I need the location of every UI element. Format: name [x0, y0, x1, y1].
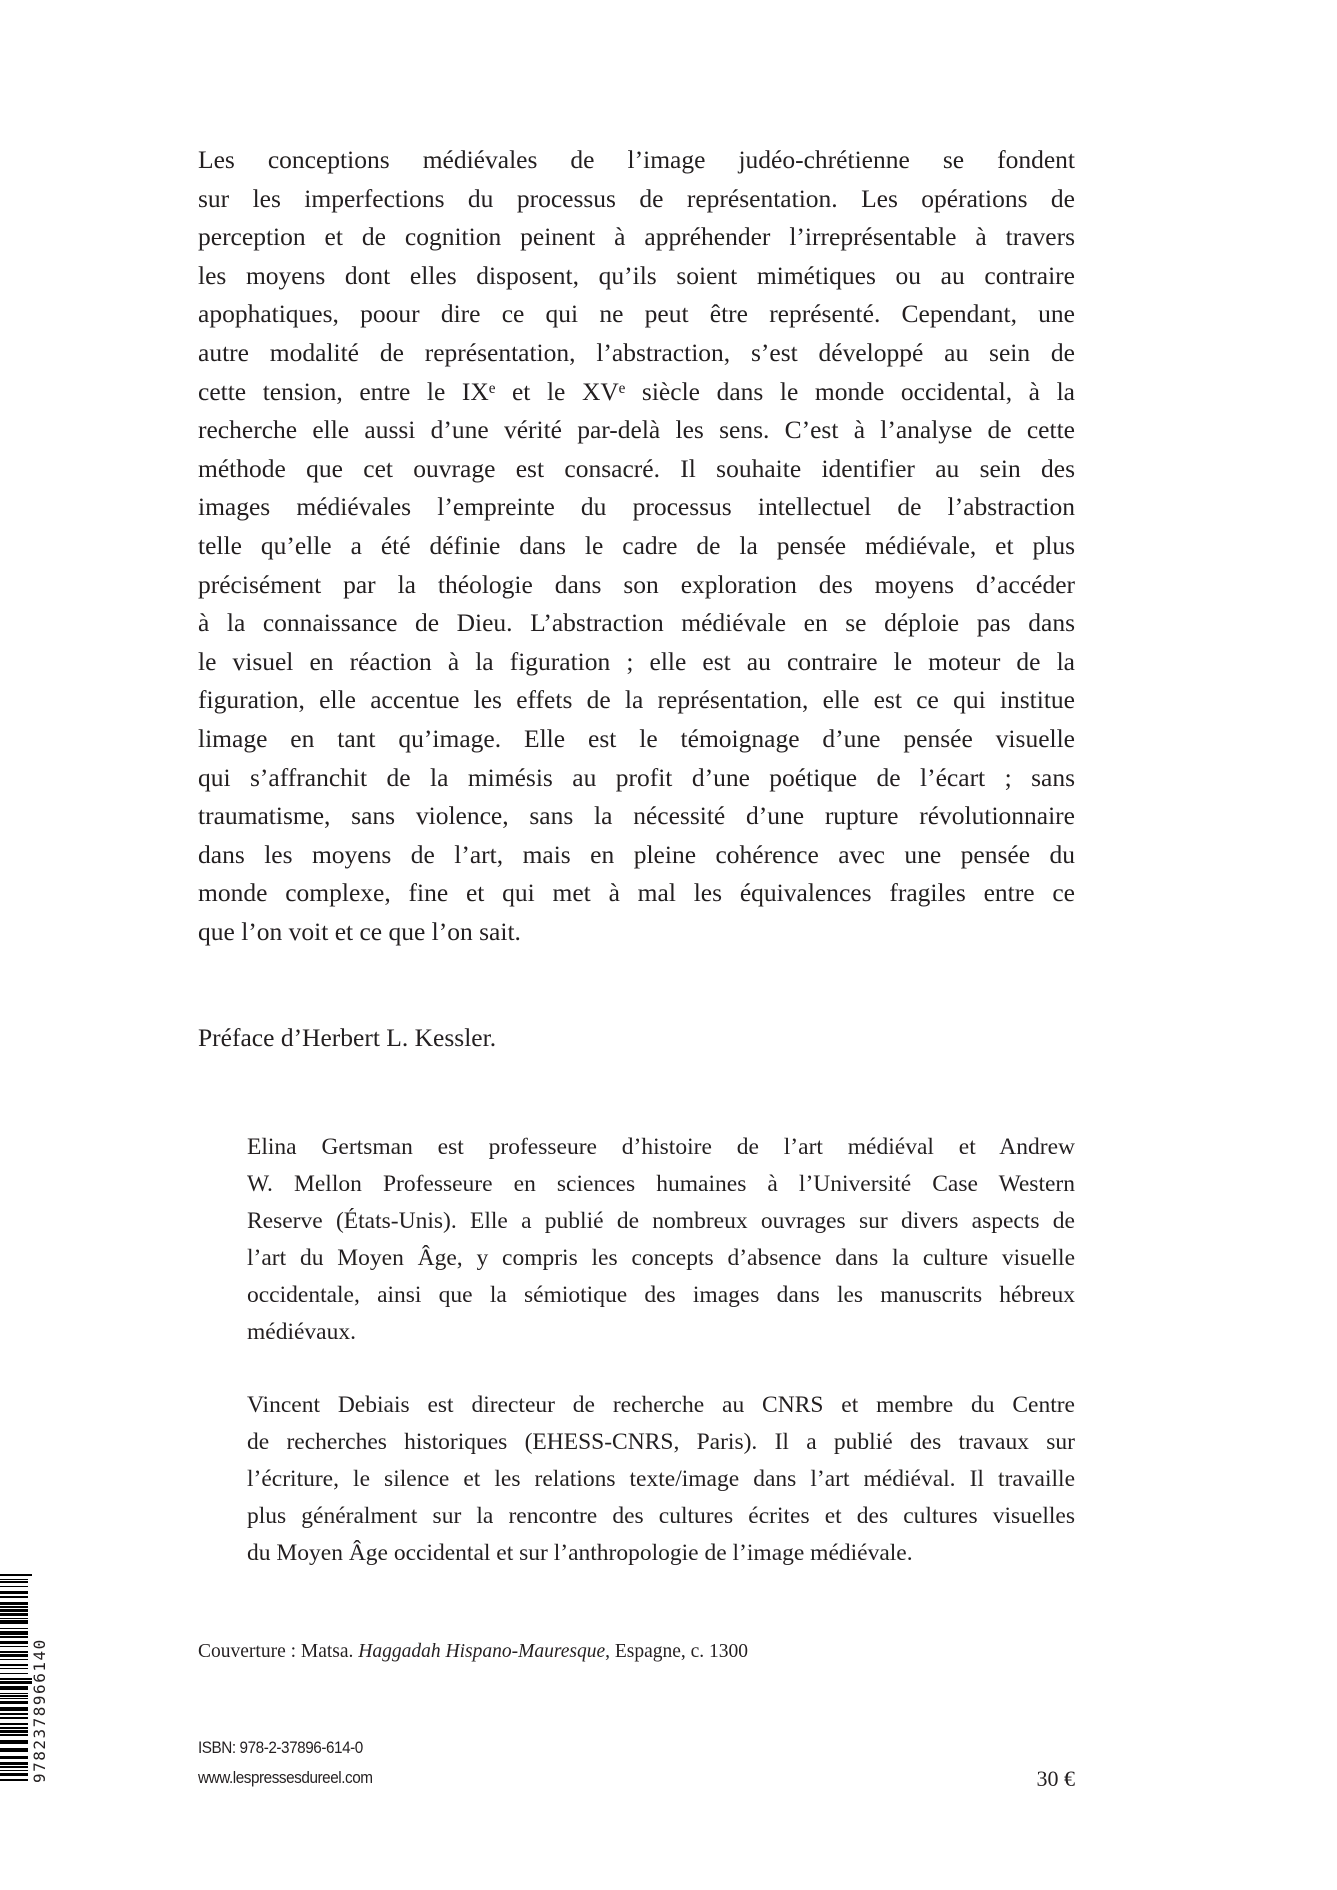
bio-line: Vincent Debiais est directeur de recherche au CNRS et membre du Centre: [247, 1392, 1075, 1418]
barcode-bar: [0, 1717, 28, 1719]
text-line: à la connaissance de Dieu. L’abstraction médiévale en se déploie pas dans: [198, 608, 1075, 638]
text-line: cette tension, entre le IXᵉ et le XVᵉ siècle dans le monde occidental, à la: [198, 376, 1075, 406]
text-line: que l’on voit et ce que l’on sait.: [198, 916, 521, 946]
barcode-bar: [0, 1586, 28, 1587]
barcode-bar: [0, 1579, 28, 1580]
cover-credit: [198, 1641, 748, 1663]
barcode-bar: [0, 1766, 28, 1768]
barcode-bar: [0, 1748, 28, 1752]
author-bio-debiais: [247, 1387, 1075, 1572]
cover-credit-suffix: , Espagne, c. 1300: [605, 1641, 749, 1662]
barcode-bar: [0, 1618, 28, 1619]
bio-line: W. Mellon Professeure en sciences humaines à l’Université Case Western: [247, 1171, 1075, 1197]
barcode-bar: [0, 1651, 28, 1653]
barcode-bar: [0, 1770, 28, 1771]
barcode-bar: [0, 1740, 28, 1744]
barcode-bar: [0, 1664, 28, 1666]
barcode-bar: [0, 1606, 28, 1608]
barcode-bar: [0, 1686, 28, 1690]
text-line: dans les moyens de l’art, mais en pleine cohérence avec une pensée du: [198, 839, 1075, 869]
text-line: autre modalité de représentation, l’abstraction, s’est développé au sein de: [198, 337, 1075, 367]
barcode-bar: [0, 1707, 28, 1711]
barcode-bar: [0, 1734, 28, 1736]
cover-credit-title: Haggadah Hispano-Mauresque: [358, 1641, 606, 1662]
barcode-bar: [0, 1713, 28, 1715]
barcode-bar: [0, 1678, 32, 1680]
text-line: images médiévales l’empreinte du processus intellectuel de l’abstraction: [198, 492, 1075, 522]
barcode-bar: [0, 1693, 28, 1694]
author-bio-gertsman: [247, 1129, 1075, 1351]
barcode-digits: 9782378966140: [30, 1638, 49, 1783]
barcode-bar: [0, 1591, 28, 1594]
bio-line: occidentale, ainsi que la sémiotique des images dans les manuscrits hébreux: [247, 1282, 1075, 1308]
barcode-bar: [0, 1596, 28, 1598]
text-line: telle qu’elle a été définie dans le cadre de la pensée médiévale, et plus: [198, 530, 1075, 560]
barcode-bar: [0, 1641, 28, 1644]
barcode-bar: [0, 1756, 28, 1759]
barcode-bar: [0, 1673, 28, 1674]
barcode-bar: [0, 1779, 28, 1781]
barcode-bar: [0, 1654, 28, 1657]
barcode-bar: [0, 1730, 28, 1733]
text-line: figuration, elle accentue les effets de la représentation, elle est ce qui institue: [198, 685, 1075, 715]
price: 30 €: [1036, 1766, 1075, 1791]
barcode-bar: [0, 1681, 32, 1684]
barcode-bar: [0, 1631, 28, 1635]
text-line: sur les imperfections du processus de représentation. Les opérations de: [198, 183, 1075, 213]
barcode-bar: [0, 1628, 28, 1629]
text-line: méthode que cet ouvrage est consacré. Il souhaite identifier au sein des: [198, 453, 1075, 483]
text-line: limage en tant qu’image. Elle est le témoignage d’une pensée visuelle: [198, 723, 1075, 753]
bio-line: de recherches historiques (EHESS-CNRS, Paris). Il a publié des travaux sur: [247, 1429, 1075, 1455]
text-line: les moyens dont elles disposent, qu’ils soient mimétiques ou au contraire: [198, 260, 1075, 290]
barcode: [0, 1574, 32, 1786]
barcode-bar: [0, 1659, 28, 1660]
bio-line: plus généralment sur la rencontre des cultures écrites et des cultures visuelles: [247, 1503, 1075, 1529]
barcode-bar: [0, 1727, 28, 1729]
text-line: le visuel en réaction à la figuration ; elle est au contraire le moteur de la: [198, 646, 1075, 676]
bio-line: Reserve (États-Unis). Elle a publié de nombreux ouvrages sur divers aspects de: [247, 1208, 1075, 1234]
barcode-bar: [0, 1613, 28, 1616]
website-link[interactable]: www.lespressesdureel.com: [198, 1768, 373, 1787]
text-line: qui s’affranchit de la mimésis au profit d’une poétique de l’écart ; sans: [198, 762, 1075, 792]
barcode-bar: [0, 1636, 28, 1638]
barcode-bar: [0, 1698, 28, 1699]
text-line: recherche elle aussi d’une vérité par-delà les sens. C’est à l’analyse de cette: [198, 415, 1075, 445]
text-line: traumatisme, sans violence, sans la nécessité d’une rupture révolutionnaire: [198, 801, 1075, 831]
cover-credit-prefix: Couverture : Matsa.: [198, 1641, 359, 1662]
barcode-bar: [0, 1602, 28, 1605]
isbn: ISBN: 978-2-37896-614-0: [198, 1738, 363, 1757]
barcode-bar: [0, 1574, 32, 1576]
text-line: monde complexe, fine et qui met à mal les équivalences fragiles entre ce: [198, 878, 1075, 908]
text-line: perception et de cognition peinent à appréhender l’irreprésentable à travers: [198, 222, 1075, 252]
barcode-bar: [0, 1723, 28, 1725]
bio-line: l’écriture, le silence et les relations texte/image dans l’art médiéval. Il travaille: [247, 1466, 1075, 1492]
bio-line: médiévaux.: [247, 1319, 356, 1345]
text-line: Les conceptions médiévales de l’image judéo-chrétienne se fondent: [198, 145, 1075, 174]
bio-line: du Moyen Âge occidental et sur l’anthropologie de l’image médiévale.: [247, 1540, 913, 1566]
barcode-bar: [0, 1701, 28, 1704]
barcode-bar: [0, 1695, 28, 1697]
preface-credit: Préface d’Herbert L. Kessler.: [198, 1023, 497, 1052]
barcode-bar: [0, 1609, 28, 1612]
barcode-bar: [0, 1773, 28, 1776]
text-line: précisément par la théologie dans son exploration des moyens d’accéder: [198, 569, 1075, 599]
barcode-bar: [0, 1581, 28, 1583]
main-description: [198, 141, 1075, 951]
barcode-bar: [0, 1762, 28, 1765]
barcode-bar: [0, 1620, 28, 1624]
barcode-bar: [0, 1668, 28, 1669]
bio-line: l’art du Moyen Âge, y compris les concepts d’absence dans la culture visuelle: [247, 1245, 1075, 1271]
text-line: apophatiques, poour dire ce qui ne peut être représenté. Cependant, une: [198, 299, 1075, 329]
bio-line: Elina Gertsman est professeure d’histoire de l’art médiéval et Andrew: [247, 1134, 1075, 1160]
barcode-bar: [0, 1646, 28, 1647]
